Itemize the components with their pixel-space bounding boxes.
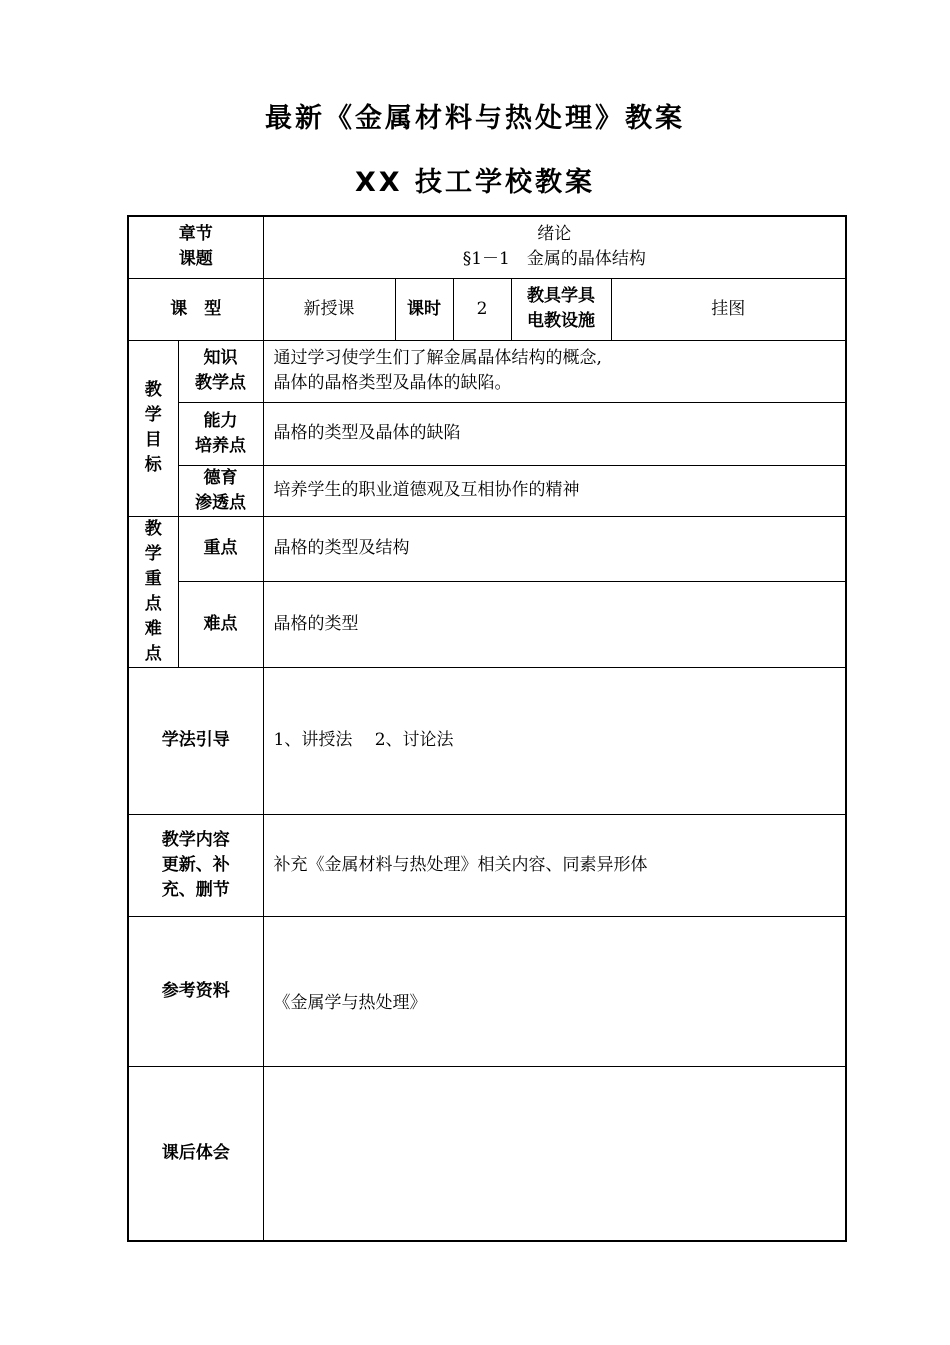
ability-row [128,402,846,465]
ability-label-line1: 能力 [203,410,238,431]
document-title: 最新《金属材料与热处理》教案 [265,103,685,134]
reflection-value[interactable] [263,1066,846,1241]
chapter-value [263,216,846,278]
ability-value: 晶格的类型及晶体的缺陷 [263,402,846,465]
goals-char-4: 标 [144,455,162,475]
update-value: 补充《金属材料与热处理》相关内容、同素异形体 [263,814,846,916]
method-value: 1、讲授法 2、讨论法 [263,667,846,814]
goals-char-2: 学 [144,405,162,425]
chapter-value-line1: 绪论 [537,224,572,245]
chapter-label [128,216,263,278]
lesson-hours-value: 2 [453,278,511,340]
chapter-label-line2: 课题 [178,249,213,270]
lesson-plan-table [127,215,847,1242]
chapter-value-line2: §1－1 金属的晶体结构 [462,249,646,270]
reflection-label: 课后体会 [128,1066,263,1241]
knowledge-label-line2: 教学点 [195,373,246,393]
reference-value: 《金属学与热处理》 [263,916,846,1066]
goals-char-1: 教 [144,380,162,400]
lesson-hours-label: 课时 [395,278,453,340]
key-point-value: 晶格的类型及结构 [263,516,846,582]
update-row [128,814,846,916]
lesson-type-label: 课 型 [128,278,263,340]
knowledge-label-line1: 知识 [203,348,238,368]
equipment-label-line1: 教具学具 [527,286,595,306]
knowledge-value [263,340,846,402]
moral-label-line1: 德育 [203,467,238,488]
keypoints-char-4: 点 [144,593,162,614]
difficult-point-row [128,582,846,667]
keypoints-char-3: 重 [144,568,162,589]
keypoints-char-2: 学 [144,543,162,564]
moral-row [128,465,846,516]
keypoints-char-1: 教 [144,518,162,539]
difficult-point-value: 晶格的类型 [263,582,846,667]
update-label-line2: 更新、补 [161,854,230,875]
reference-label: 参考资料 [128,916,263,1066]
reflection-row [128,1066,846,1241]
moral-label [178,465,263,516]
update-label-line3: 充、删节 [161,879,230,900]
chapter-row [128,216,846,278]
keypoints-char-6: 点 [144,643,162,664]
keypoints-char-5: 难 [144,618,162,639]
difficult-point-label: 难点 [178,582,263,667]
equipment-label-line2: 电教设施 [527,311,595,331]
lesson-info-row [128,278,846,340]
equipment-value: 挂图 [611,278,846,340]
lesson-type-value: 新授课 [263,278,395,340]
method-row [128,667,846,814]
moral-value: 培养学生的职业道德观及互相协作的精神 [263,465,846,516]
equipment-label [511,278,611,340]
key-difficult-label [128,516,178,667]
moral-label-line2: 渗透点 [195,492,246,513]
method-label: 学法引导 [128,667,263,814]
key-point-row [128,516,846,582]
teaching-goals-label [128,340,178,516]
knowledge-row [128,340,846,402]
knowledge-value-line2: 晶体的晶格类型及晶体的缺陷。 [273,373,512,393]
school-subtitle: XX 技工学校教案 [354,167,596,198]
chapter-label-line1: 章节 [178,224,213,245]
knowledge-value-line1: 通过学习使学生们了解金属晶体结构的概念, [273,348,602,368]
goals-char-3: 目 [144,430,162,450]
update-label-line1: 教学内容 [161,829,230,850]
reference-row [128,916,846,1066]
knowledge-label [178,340,263,402]
ability-label-line2: 培养点 [195,435,246,456]
key-point-label: 重点 [178,516,263,582]
update-label [128,814,263,916]
ability-label [178,402,263,465]
